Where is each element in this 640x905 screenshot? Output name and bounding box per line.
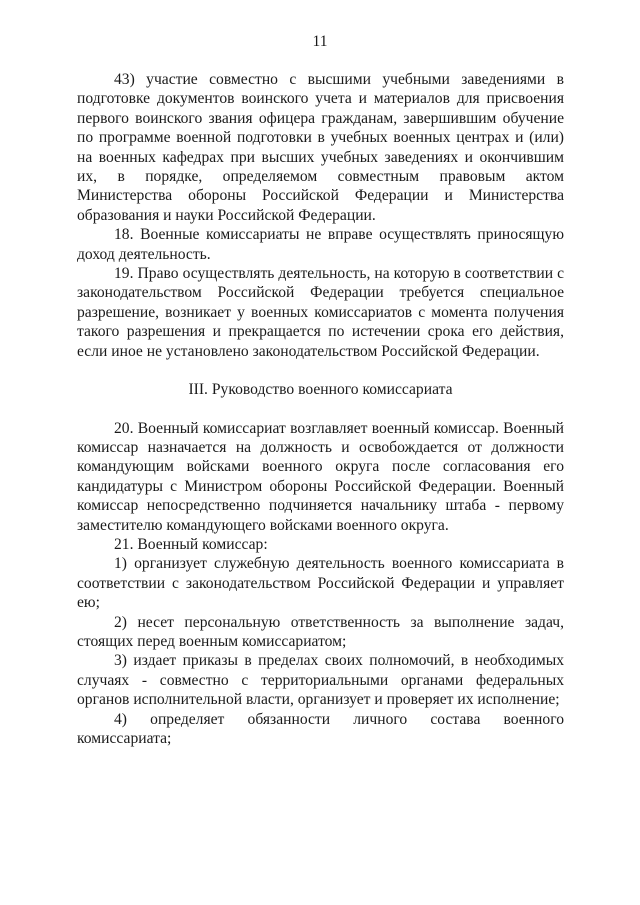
paragraph-19: 19. Право осуществлять деятельность, на которую в соответствии с законодательством Российской Федерации требуется специальное разрешение, возникает у военных комиссариатов с момента получения такого разрешения и прекращается по истечении срока его действия, если иное не установлено законодательством Российской Федерации. — [77, 265, 564, 360]
paragraph-item-43: 43) участие совместно с высшими учебными заведениями в подготовке документов воинского учета и материалов для присвоения первого воинского звания офицера гражданам, завершившим обучение по программе военной подготовки в учебных военных центрах и (или) на военных кафедрах при высших учебных заведениях и окончившим их, в порядке, определяемом совместным правовым актом Министерства обороны Российской Федерации и Министерства образования и науки Российской Федерации. — [77, 71, 564, 224]
list-item-2: 2) несет персональную ответственность за выполнение задач, стоящих перед военным комиссариатом; — [77, 613, 564, 650]
paragraph-21: 21. Военный комиссар: — [114, 535, 268, 553]
list-item-4: 4) определяет обязанности личного состава военного комиссариата; — [77, 710, 564, 747]
list-item-1: 1) организует служебную деятельность военного комиссариата в соответствии с законодательством Российской Федерации и управляет ею; — [77, 555, 564, 612]
list-item-3: 3) издает приказы в пределах своих полномочий, в необходимых случаях - совместно с территориальными органами федеральных органов исполнительной власти, организует и проверяет их исполнение; — [77, 652, 564, 709]
page-number: 11 — [312, 33, 328, 50]
paragraph-18: 18. Военные комиссариаты не вправе осуществлять приносящую доход деятельность. — [77, 226, 564, 263]
paragraph-20: 20. Военный комиссариат возглавляет военный комиссар. Военный комиссар назначается на должность и освобождается от должности командующим войсками военного округа после согласования его кандидатуры с Министром обороны Российской Федерации. Военный комиссар непосредственно подчиняется начальнику штаба - первому заместителю командующего войсками военного округа. — [77, 419, 564, 534]
section-heading: III. Руководство военного комиссариата — [188, 381, 453, 399]
document-body — [77, 70, 564, 748]
